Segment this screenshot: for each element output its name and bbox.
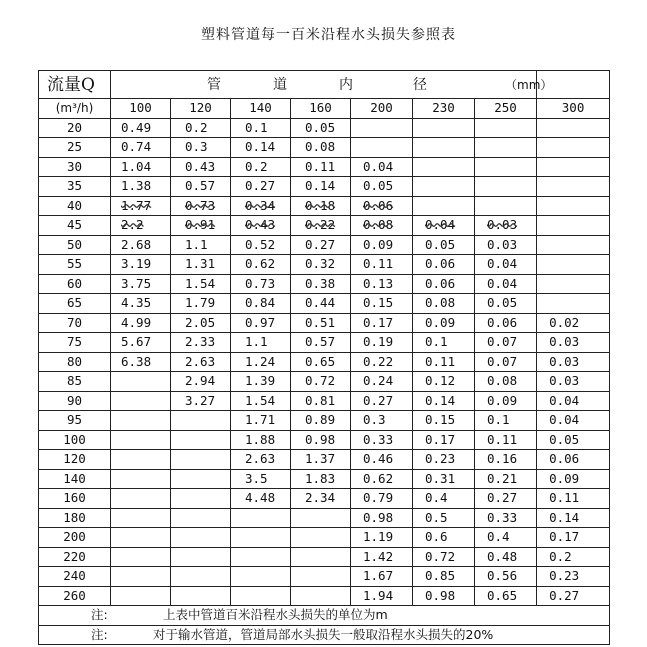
head-loss-cell: 0.27 bbox=[291, 235, 351, 255]
head-loss-cell: 0.2 bbox=[537, 547, 610, 567]
head-loss-cell: 0.81 bbox=[291, 391, 351, 411]
head-loss-cell: 0.06 bbox=[413, 255, 475, 275]
flow-value: 100 bbox=[39, 430, 111, 450]
flow-value: 75 bbox=[39, 333, 111, 353]
head-loss-cell: 0.11 bbox=[413, 352, 475, 372]
head-loss-cell bbox=[291, 528, 351, 548]
table-row bbox=[39, 157, 610, 177]
head-loss-cell: 0.07 bbox=[475, 333, 537, 353]
pipe-diameter-header bbox=[111, 71, 553, 99]
head-loss-cell: 0.43 bbox=[231, 216, 291, 236]
note-cell bbox=[39, 625, 610, 645]
head-loss-cell: 0.19 bbox=[351, 333, 413, 353]
head-loss-cell: 0.04 bbox=[351, 157, 413, 177]
head-loss-cell: 0.27 bbox=[351, 391, 413, 411]
table-row bbox=[39, 177, 610, 197]
head-loss-cell bbox=[111, 528, 171, 548]
head-loss-cell: 2.68 bbox=[111, 235, 171, 255]
head-loss-cell: 0.49 bbox=[111, 118, 171, 138]
flow-value: 45 bbox=[39, 216, 111, 236]
head-loss-cell: 1.54 bbox=[231, 391, 291, 411]
head-loss-cell bbox=[111, 469, 171, 489]
head-loss-cell bbox=[111, 508, 171, 528]
head-loss-cell bbox=[111, 489, 171, 509]
head-loss-cell bbox=[413, 138, 475, 158]
head-loss-cell: 0.11 bbox=[351, 255, 413, 275]
flow-value: 95 bbox=[39, 411, 111, 431]
head-loss-cell: 1.79 bbox=[171, 294, 231, 314]
head-loss-cell: 0.1 bbox=[231, 118, 291, 138]
head-loss-cell bbox=[231, 567, 291, 587]
flow-value: 260 bbox=[39, 586, 111, 606]
flow-value: 60 bbox=[39, 274, 111, 294]
head-loss-cell: 0.23 bbox=[537, 567, 610, 587]
head-loss-cell: 0.15 bbox=[413, 411, 475, 431]
head-loss-cell bbox=[171, 567, 231, 587]
flow-value: 140 bbox=[39, 469, 111, 489]
head-loss-cell: 0.05 bbox=[351, 177, 413, 197]
head-loss-cell: 0.03 bbox=[475, 216, 537, 236]
diameter-header: 250 bbox=[475, 99, 537, 119]
table-row bbox=[39, 586, 610, 606]
table-row bbox=[39, 391, 610, 411]
head-loss-cell: 0.72 bbox=[291, 372, 351, 392]
head-loss-cell: 0.15 bbox=[351, 294, 413, 314]
head-loss-cell bbox=[231, 547, 291, 567]
flow-value: 240 bbox=[39, 567, 111, 587]
head-loss-cell: 0.84 bbox=[231, 294, 291, 314]
flow-value: 220 bbox=[39, 547, 111, 567]
head-loss-cell: 0.04 bbox=[537, 391, 610, 411]
flow-header: 流量Q bbox=[39, 71, 111, 99]
table-row bbox=[39, 372, 610, 392]
table-row bbox=[39, 216, 610, 236]
head-loss-cell: 0.05 bbox=[291, 118, 351, 138]
head-loss-cell: 0.51 bbox=[291, 313, 351, 333]
head-loss-cell: 0.14 bbox=[537, 508, 610, 528]
head-loss-cell bbox=[475, 118, 537, 138]
head-loss-cell: 0.05 bbox=[537, 430, 610, 450]
head-loss-cell bbox=[111, 586, 171, 606]
head-loss-cell: 0.08 bbox=[291, 138, 351, 158]
head-loss-cell bbox=[171, 411, 231, 431]
head-loss-cell: 0.14 bbox=[231, 138, 291, 158]
head-loss-cell: 0.11 bbox=[537, 489, 610, 509]
head-loss-cell: 1.77 bbox=[111, 196, 171, 216]
head-loss-cell bbox=[537, 196, 610, 216]
table-row bbox=[39, 430, 610, 450]
flow-value: 85 bbox=[39, 372, 111, 392]
head-loss-cell: 0.09 bbox=[351, 235, 413, 255]
head-loss-cell: 1.67 bbox=[351, 567, 413, 587]
head-loss-cell: 0.14 bbox=[291, 177, 351, 197]
head-loss-cell: 0.17 bbox=[351, 313, 413, 333]
head-loss-cell: 1.94 bbox=[351, 586, 413, 606]
head-loss-cell: 1.83 bbox=[291, 469, 351, 489]
head-loss-table bbox=[38, 70, 610, 645]
head-loss-cell bbox=[291, 567, 351, 587]
head-loss-cell: 0.05 bbox=[475, 294, 537, 314]
head-loss-cell: 0.98 bbox=[413, 586, 475, 606]
head-loss-cell bbox=[231, 586, 291, 606]
head-loss-cell: 0.06 bbox=[537, 450, 610, 470]
head-loss-cell bbox=[537, 157, 610, 177]
head-loss-cell: 0.57 bbox=[291, 333, 351, 353]
head-loss-cell: 0.1 bbox=[413, 333, 475, 353]
head-loss-cell: 1.38 bbox=[111, 177, 171, 197]
head-loss-cell: 0.74 bbox=[111, 138, 171, 158]
head-loss-cell: 2.34 bbox=[291, 489, 351, 509]
head-loss-cell bbox=[171, 430, 231, 450]
head-loss-cell: 3.75 bbox=[111, 274, 171, 294]
head-loss-cell bbox=[537, 255, 610, 275]
head-loss-cell bbox=[291, 508, 351, 528]
head-loss-cell bbox=[537, 138, 610, 158]
pipe-header-char: 道 bbox=[273, 76, 287, 93]
head-loss-cell: 0.06 bbox=[475, 313, 537, 333]
head-loss-cell: 0.3 bbox=[351, 411, 413, 431]
pipe-header-char: 径 bbox=[413, 76, 427, 93]
head-loss-cell bbox=[475, 138, 537, 158]
flow-value: 25 bbox=[39, 138, 111, 158]
head-loss-cell: 0.09 bbox=[537, 469, 610, 489]
head-loss-cell: 0.09 bbox=[475, 391, 537, 411]
flow-value: 90 bbox=[39, 391, 111, 411]
diameter-header: 230 bbox=[413, 99, 475, 119]
head-loss-cell bbox=[291, 586, 351, 606]
head-loss-cell bbox=[171, 508, 231, 528]
head-loss-cell: 0.14 bbox=[413, 391, 475, 411]
head-loss-cell: 0.6 bbox=[413, 528, 475, 548]
head-loss-cell: 0.1 bbox=[475, 411, 537, 431]
head-loss-cell: 0.11 bbox=[291, 157, 351, 177]
head-loss-cell: 0.03 bbox=[537, 372, 610, 392]
note-row bbox=[39, 625, 610, 645]
head-loss-cell: 0.04 bbox=[475, 274, 537, 294]
head-loss-cell: 1.54 bbox=[171, 274, 231, 294]
head-loss-cell: 0.57 bbox=[171, 177, 231, 197]
head-loss-cell: 0.48 bbox=[475, 547, 537, 567]
diameter-header: 160 bbox=[291, 99, 351, 119]
flow-value: 20 bbox=[39, 118, 111, 138]
head-loss-cell: 1.88 bbox=[231, 430, 291, 450]
head-loss-cell bbox=[413, 118, 475, 138]
head-loss-cell bbox=[171, 528, 231, 548]
head-loss-cell: 0.04 bbox=[475, 255, 537, 275]
head-loss-cell: 0.22 bbox=[291, 216, 351, 236]
head-loss-cell: 0.31 bbox=[413, 469, 475, 489]
table-row bbox=[39, 255, 610, 275]
head-loss-cell: 0.73 bbox=[171, 196, 231, 216]
head-loss-cell: 0.08 bbox=[413, 294, 475, 314]
flow-value: 65 bbox=[39, 294, 111, 314]
head-loss-cell: 0.65 bbox=[475, 586, 537, 606]
head-loss-cell: 1.19 bbox=[351, 528, 413, 548]
head-loss-cell bbox=[111, 567, 171, 587]
head-loss-cell bbox=[413, 177, 475, 197]
head-loss-cell: 0.03 bbox=[475, 235, 537, 255]
head-loss-cell bbox=[537, 274, 610, 294]
table-row bbox=[39, 138, 610, 158]
head-loss-cell: 0.03 bbox=[537, 352, 610, 372]
head-loss-cell: 0.06 bbox=[413, 274, 475, 294]
head-loss-cell bbox=[171, 586, 231, 606]
head-loss-cell: 0.27 bbox=[537, 586, 610, 606]
flow-unit: (m³/h) bbox=[39, 99, 111, 119]
head-loss-cell: 0.4 bbox=[475, 528, 537, 548]
head-loss-cell: 1.31 bbox=[171, 255, 231, 275]
head-loss-cell: 4.35 bbox=[111, 294, 171, 314]
flow-value: 80 bbox=[39, 352, 111, 372]
head-loss-cell: 0.2 bbox=[231, 157, 291, 177]
head-loss-cell: 0.62 bbox=[351, 469, 413, 489]
head-loss-cell: 1.42 bbox=[351, 547, 413, 567]
head-loss-cell: 0.23 bbox=[413, 450, 475, 470]
diameter-header: 140 bbox=[231, 99, 291, 119]
head-loss-cell: 0.27 bbox=[231, 177, 291, 197]
head-loss-cell: 0.97 bbox=[231, 313, 291, 333]
head-loss-cell: 6.38 bbox=[111, 352, 171, 372]
pipe-header-char: 内 bbox=[339, 76, 353, 93]
note-row bbox=[39, 606, 610, 626]
table-row bbox=[39, 235, 610, 255]
head-loss-cell: 0.16 bbox=[475, 450, 537, 470]
head-loss-cell: 0.32 bbox=[291, 255, 351, 275]
head-loss-cell: 2.05 bbox=[171, 313, 231, 333]
note-cell bbox=[39, 606, 610, 626]
flow-value: 30 bbox=[39, 157, 111, 177]
diameter-unit: （mm） bbox=[505, 77, 553, 92]
head-loss-cell: 1.37 bbox=[291, 450, 351, 470]
head-loss-cell: 0.17 bbox=[537, 528, 610, 548]
head-loss-cell bbox=[537, 235, 610, 255]
note-text: 对于输水管道，管道局部水头损失一般取沿程水头损失的20% bbox=[153, 626, 494, 642]
table-row bbox=[39, 118, 610, 138]
table-row bbox=[39, 567, 610, 587]
head-loss-cell bbox=[475, 177, 537, 197]
flow-value: 160 bbox=[39, 489, 111, 509]
head-loss-cell: 0.08 bbox=[475, 372, 537, 392]
head-loss-cell: 1.71 bbox=[231, 411, 291, 431]
diameter-header: 120 bbox=[171, 99, 231, 119]
header-row-1 bbox=[39, 71, 610, 99]
head-loss-cell bbox=[351, 138, 413, 158]
table-row bbox=[39, 313, 610, 333]
diameter-header: 200 bbox=[351, 99, 413, 119]
head-loss-cell: 0.56 bbox=[475, 567, 537, 587]
head-loss-cell: 0.65 bbox=[291, 352, 351, 372]
head-loss-cell: 3.19 bbox=[111, 255, 171, 275]
table-row bbox=[39, 294, 610, 314]
page-title: 塑料管道每一百米沿程水头损失参照表 bbox=[201, 27, 456, 43]
head-loss-cell bbox=[537, 216, 610, 236]
head-loss-cell: 0.09 bbox=[413, 313, 475, 333]
head-loss-cell: 0.43 bbox=[171, 157, 231, 177]
head-loss-cell bbox=[111, 411, 171, 431]
head-loss-cell: 0.4 bbox=[413, 489, 475, 509]
head-loss-cell: 0.44 bbox=[291, 294, 351, 314]
head-loss-cell: 3.5 bbox=[231, 469, 291, 489]
head-loss-cell: 0.02 bbox=[537, 313, 610, 333]
head-loss-cell bbox=[351, 118, 413, 138]
head-loss-cell bbox=[413, 196, 475, 216]
head-loss-cell bbox=[537, 118, 610, 138]
table-row bbox=[39, 352, 610, 372]
head-loss-cell bbox=[171, 547, 231, 567]
head-loss-cell bbox=[111, 391, 171, 411]
head-loss-cell bbox=[231, 508, 291, 528]
diameter-header: 100 bbox=[111, 99, 171, 119]
pipe-header-char: 管 bbox=[207, 76, 221, 93]
head-loss-cell: 0.17 bbox=[413, 430, 475, 450]
head-loss-cell bbox=[111, 372, 171, 392]
table-row bbox=[39, 528, 610, 548]
table-row bbox=[39, 274, 610, 294]
table-row bbox=[39, 450, 610, 470]
head-loss-cell: 0.03 bbox=[537, 333, 610, 353]
note-label: 注: bbox=[91, 607, 108, 623]
head-loss-cell: 1.39 bbox=[231, 372, 291, 392]
head-loss-cell: 1.1 bbox=[171, 235, 231, 255]
header-row-2 bbox=[39, 99, 610, 119]
head-loss-cell: 1.04 bbox=[111, 157, 171, 177]
head-loss-cell: 0.52 bbox=[231, 235, 291, 255]
head-loss-cell: 1.24 bbox=[231, 352, 291, 372]
head-loss-cell: 0.18 bbox=[291, 196, 351, 216]
table-row bbox=[39, 196, 610, 216]
flow-value: 40 bbox=[39, 196, 111, 216]
head-loss-cell: 0.08 bbox=[351, 216, 413, 236]
head-loss-cell: 1.1 bbox=[231, 333, 291, 353]
head-loss-cell: 4.48 bbox=[231, 489, 291, 509]
head-loss-cell: 2.63 bbox=[171, 352, 231, 372]
flow-value: 120 bbox=[39, 450, 111, 470]
flow-value: 55 bbox=[39, 255, 111, 275]
head-loss-cell: 2.63 bbox=[231, 450, 291, 470]
head-loss-cell: 0.34 bbox=[231, 196, 291, 216]
head-loss-cell: 0.79 bbox=[351, 489, 413, 509]
head-loss-cell bbox=[537, 177, 610, 197]
head-loss-cell: 0.46 bbox=[351, 450, 413, 470]
head-loss-cell: 0.5 bbox=[413, 508, 475, 528]
head-loss-cell bbox=[111, 450, 171, 470]
head-loss-cell: 0.21 bbox=[475, 469, 537, 489]
head-loss-cell bbox=[171, 489, 231, 509]
diameter-header: 300 bbox=[537, 99, 610, 119]
table-row bbox=[39, 547, 610, 567]
head-loss-cell: 5.67 bbox=[111, 333, 171, 353]
table-row bbox=[39, 489, 610, 509]
head-loss-cell bbox=[475, 157, 537, 177]
head-loss-cell: 0.27 bbox=[475, 489, 537, 509]
head-loss-cell: 0.3 bbox=[171, 138, 231, 158]
head-loss-cell: 0.11 bbox=[475, 430, 537, 450]
head-loss-cell: 0.73 bbox=[231, 274, 291, 294]
flow-value: 70 bbox=[39, 313, 111, 333]
head-loss-cell: 0.98 bbox=[351, 508, 413, 528]
head-loss-cell: 0.04 bbox=[537, 411, 610, 431]
table-row bbox=[39, 469, 610, 489]
flow-value: 35 bbox=[39, 177, 111, 197]
head-loss-cell bbox=[291, 547, 351, 567]
head-loss-cell: 0.07 bbox=[475, 352, 537, 372]
head-loss-cell: 0.33 bbox=[351, 430, 413, 450]
head-loss-cell: 4.99 bbox=[111, 313, 171, 333]
head-loss-cell bbox=[171, 469, 231, 489]
head-loss-cell bbox=[537, 294, 610, 314]
head-loss-cell bbox=[111, 547, 171, 567]
head-loss-cell: 2.94 bbox=[171, 372, 231, 392]
table-row bbox=[39, 508, 610, 528]
head-loss-cell: 0.89 bbox=[291, 411, 351, 431]
flow-value: 200 bbox=[39, 528, 111, 548]
head-loss-cell: 0.2 bbox=[171, 118, 231, 138]
head-loss-cell: 0.24 bbox=[351, 372, 413, 392]
head-loss-cell: 3.27 bbox=[171, 391, 231, 411]
head-loss-cell: 0.22 bbox=[351, 352, 413, 372]
flow-value: 180 bbox=[39, 508, 111, 528]
head-loss-cell: 0.38 bbox=[291, 274, 351, 294]
head-loss-cell: 0.12 bbox=[413, 372, 475, 392]
note-label: 注: bbox=[91, 626, 108, 642]
head-loss-cell: 0.72 bbox=[413, 547, 475, 567]
head-loss-cell: 0.98 bbox=[291, 430, 351, 450]
table-row bbox=[39, 411, 610, 431]
table-row bbox=[39, 333, 610, 353]
head-loss-cell bbox=[475, 196, 537, 216]
head-loss-cell bbox=[171, 450, 231, 470]
head-loss-cell: 0.33 bbox=[475, 508, 537, 528]
head-loss-cell: 0.05 bbox=[413, 235, 475, 255]
head-loss-cell: 2.2 bbox=[111, 216, 171, 236]
head-loss-cell: 0.85 bbox=[413, 567, 475, 587]
head-loss-cell: 0.13 bbox=[351, 274, 413, 294]
head-loss-cell: 0.62 bbox=[231, 255, 291, 275]
head-loss-cell bbox=[111, 430, 171, 450]
flow-value: 50 bbox=[39, 235, 111, 255]
head-loss-cell bbox=[413, 157, 475, 177]
head-loss-cell: 0.91 bbox=[171, 216, 231, 236]
head-loss-cell: 0.04 bbox=[413, 216, 475, 236]
head-loss-cell: 0.06 bbox=[351, 196, 413, 216]
head-loss-cell bbox=[231, 528, 291, 548]
note-text: 上表中管道百米沿程水头损失的单位为m bbox=[163, 607, 388, 623]
head-loss-cell: 2.33 bbox=[171, 333, 231, 353]
